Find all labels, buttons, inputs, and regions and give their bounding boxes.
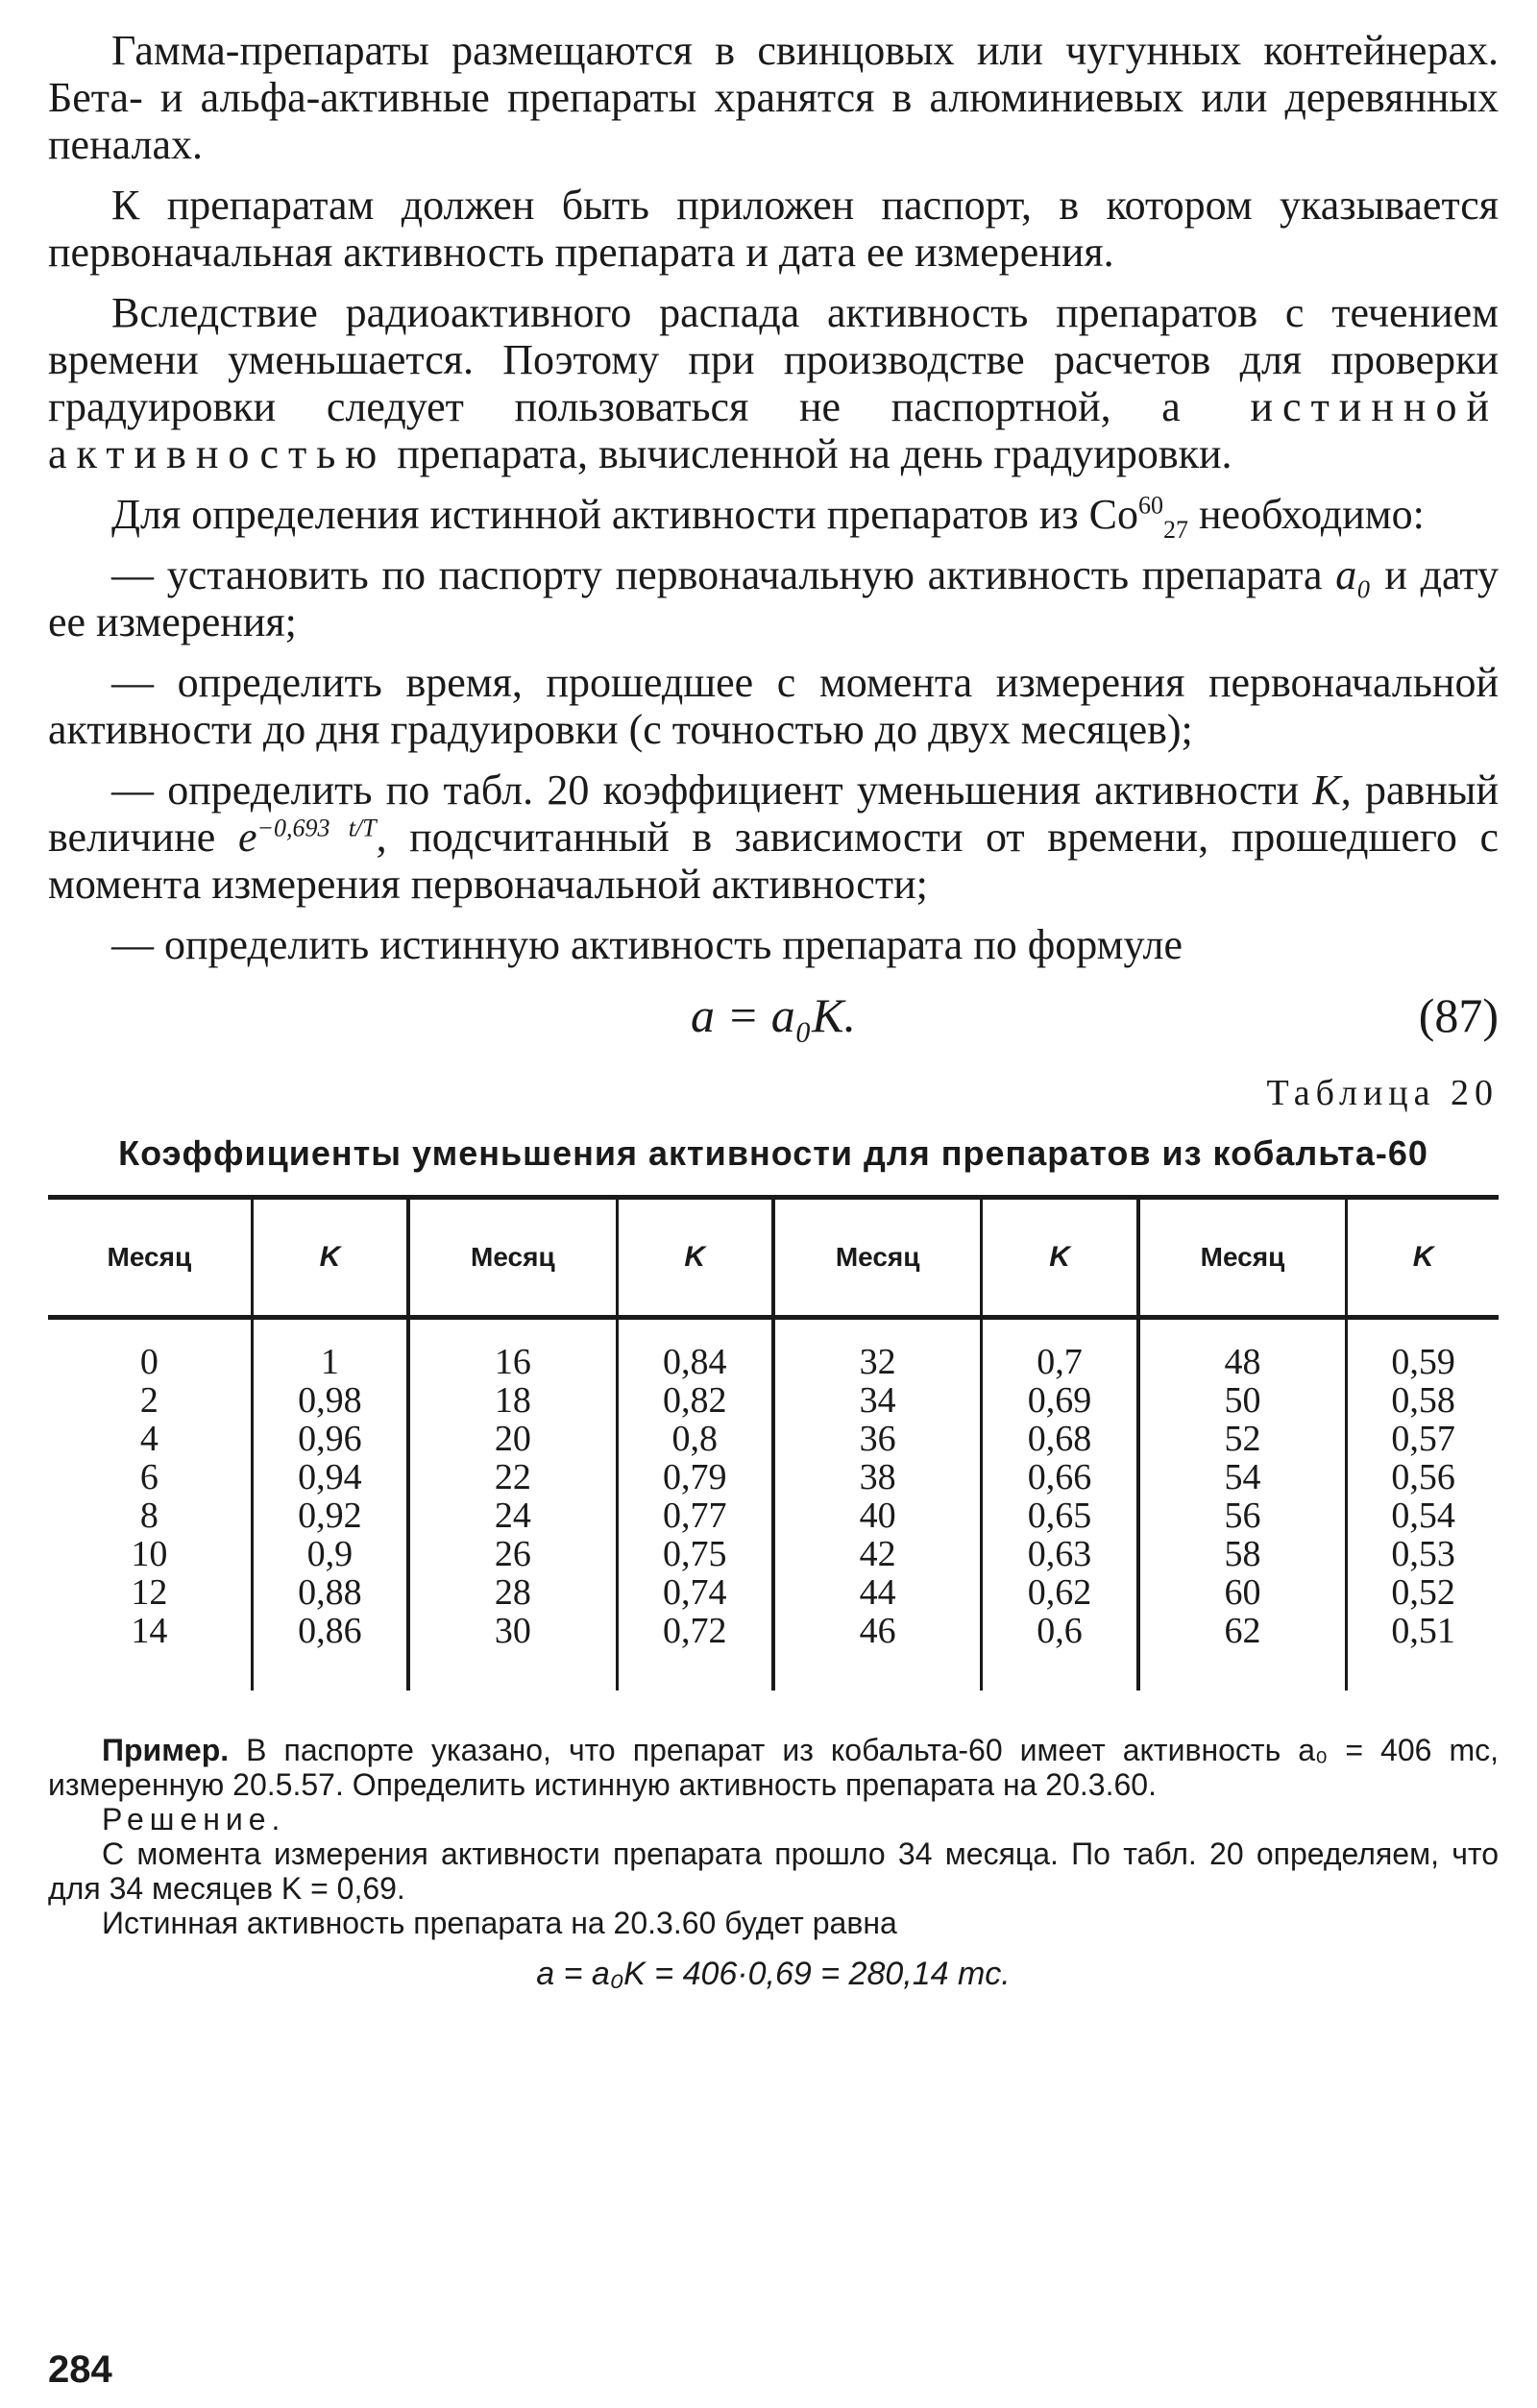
solution-label: Решение.	[102, 1802, 286, 1836]
cell-month: 14	[48, 1612, 252, 1690]
cell-month: 30	[408, 1612, 617, 1690]
table-header-row	[48, 1198, 1499, 1318]
cell-k: 0,63	[982, 1535, 1138, 1573]
cell-month: 36	[773, 1420, 982, 1458]
header-month: Месяц	[408, 1198, 617, 1318]
cell-month: 62	[1138, 1612, 1347, 1690]
cell-k: 0,52	[1391, 1572, 1455, 1613]
bullet-time: — определить время, прошедшее с момента измерения первоначальной активности до дня градуировки (с точностью до двух месяцев);	[48, 659, 1499, 753]
cell-k: 0,56	[1391, 1457, 1455, 1497]
cell-month: 6	[48, 1458, 252, 1496]
bullet1-text-start: — установить по паспорту первоначальную активность препарата	[111, 551, 1323, 598]
cell-month: 4	[48, 1420, 252, 1458]
cell-month: 56	[1138, 1496, 1347, 1535]
cell-k: 0,65	[982, 1496, 1138, 1535]
solution-paragraph: С момента измерения активности препарата прошло 34 месяца. По табл. 20 определяем, что для 34 месяцев K = 0,69.	[48, 1836, 1499, 1906]
text-column	[48, 27, 1499, 1993]
cell-k: 0,84	[617, 1318, 773, 1382]
result-paragraph: Истинная активность препарата на 20.3.60 будет равна	[102, 1906, 897, 1940]
formula-87	[48, 982, 1499, 1049]
cell-month: 42	[773, 1535, 982, 1573]
header-k: K	[982, 1198, 1138, 1318]
cell-k: 0,7	[982, 1318, 1138, 1382]
bullet3-variable: K	[1312, 766, 1341, 814]
decay-text-end: препарата, вычисленной на день градуировки.	[397, 430, 1232, 477]
cell-k: 0,8	[617, 1420, 773, 1458]
cell-month: 2	[48, 1381, 252, 1420]
cell-k: 0,86	[252, 1612, 408, 1690]
cell-month: 46	[773, 1612, 982, 1690]
cell-k: 0,9	[252, 1535, 408, 1573]
header-k: K	[617, 1198, 773, 1318]
cell-month: 20	[408, 1420, 617, 1458]
cell-month: 12	[48, 1573, 252, 1612]
cell-k: 0,6	[982, 1612, 1138, 1690]
cell-month: 0	[48, 1318, 252, 1382]
cell-month: 34	[773, 1381, 982, 1420]
cell-k: 0,59	[1391, 1342, 1455, 1382]
cell-k: 0,53	[1391, 1534, 1455, 1574]
cobalt-text-end: необходимо:	[1199, 491, 1425, 538]
cell-month: 50	[1138, 1381, 1347, 1420]
cell-month: 52	[1138, 1420, 1347, 1458]
formula-87-expression: a = a₀K.	[691, 988, 856, 1042]
cell-month: 28	[408, 1573, 617, 1612]
bullet3-text-end: , подсчитанный в зависимости от времени, прошедшего с момента измерения первоначальной активности;	[48, 814, 1500, 908]
bullet-coefficient	[48, 766, 1499, 908]
cell-k: 0,58	[1391, 1380, 1455, 1421]
bullet-passport	[48, 551, 1499, 645]
cell-k: 0,88	[252, 1573, 408, 1612]
cell-k: 0,92	[252, 1496, 408, 1535]
decay-emphasis: а истинной активностью	[48, 383, 1499, 477]
cell-month: 8	[48, 1496, 252, 1535]
table-row	[48, 1573, 1499, 1612]
cell-k: 0,62	[982, 1573, 1138, 1612]
paragraph-decay	[48, 289, 1499, 477]
example-text: В паспорте указано, что препарат из кобальта-60 имеет активность a₀ = 406 mc, измеренную 20.5.57. Определить истинную активность препарата на 20.3.60.	[48, 1733, 1500, 1802]
solution-heading	[48, 1802, 1499, 1836]
cobalt-atomic-number: 27	[1163, 515, 1188, 544]
cell-k: 0,51	[1391, 1611, 1455, 1651]
cell-month: 40	[773, 1496, 982, 1535]
cell-month: 60	[1138, 1573, 1347, 1612]
table-body	[48, 1318, 1499, 1691]
example-paragraph	[48, 1733, 1499, 1802]
example-block	[48, 1733, 1499, 1993]
cell-month: 32	[773, 1318, 982, 1382]
cell-k: 0,69	[982, 1381, 1138, 1420]
cell-k: 0,94	[252, 1458, 408, 1496]
cell-k: 0,77	[617, 1496, 773, 1535]
cell-k: 0,82	[617, 1381, 773, 1420]
cell-month: 22	[408, 1458, 617, 1496]
bullet3-text-start: — определить по табл. 20 коэффициент уменьшения активности	[111, 766, 1300, 814]
cell-k: 0,68	[982, 1420, 1138, 1458]
table-row	[48, 1318, 1499, 1382]
cell-month: 26	[408, 1535, 617, 1573]
bullet3-text-mid: , равный величине	[48, 766, 1499, 861]
cell-month: 48	[1138, 1318, 1347, 1382]
paragraph-cobalt	[48, 491, 1499, 544]
table-row	[48, 1496, 1499, 1535]
paragraph-containers: Гамма-препараты размещаются в свинцовых или чугунных контейнерах. Бета- и альфа-активные препараты хранятся в алюминиевых или деревянных пеналах.	[48, 27, 1499, 168]
cell-k: 0,79	[617, 1458, 773, 1496]
cell-k: 0,57	[1391, 1419, 1455, 1459]
example-label: Пример.	[102, 1733, 230, 1767]
exponent-base: e	[237, 814, 257, 861]
cell-k: 0,98	[252, 1381, 408, 1420]
cobalt-text-start: Для определения истинной активности препаратов из Co	[111, 491, 1138, 538]
page-number: 284	[48, 2348, 112, 2391]
coefficient-table	[48, 1195, 1499, 1690]
cell-month: 38	[773, 1458, 982, 1496]
table-number: Таблица 20	[1266, 1073, 1499, 1113]
cell-month: 24	[408, 1496, 617, 1535]
paragraph-passport: К препаратам должен быть приложен паспорт, в котором указывается первоначальная активность препарата и дата ее измерения.	[48, 182, 1499, 276]
result-formula: a = a₀K = 406·0,69 = 280,14 mc.	[536, 1956, 1011, 1992]
table-row	[48, 1381, 1499, 1420]
table-title: Коэффициенты уменьшения активности для препаратов из кобальта-60	[118, 1133, 1428, 1173]
cell-k: 1	[252, 1318, 408, 1382]
cell-month: 10	[48, 1535, 252, 1573]
table-row	[48, 1420, 1499, 1458]
header-month: Месяц	[48, 1198, 252, 1318]
cell-k: 0,75	[617, 1535, 773, 1573]
header-k: K	[1347, 1198, 1499, 1318]
cobalt-mass-number: 60	[1138, 491, 1163, 520]
bullet1-variable: a₀	[1335, 551, 1372, 598]
cell-month: 16	[408, 1318, 617, 1382]
cell-k: 0,96	[252, 1420, 408, 1458]
cell-k: 0,74	[617, 1573, 773, 1612]
table-row	[48, 1535, 1499, 1573]
cell-month: 54	[1138, 1458, 1347, 1496]
header-month: Месяц	[1138, 1198, 1347, 1318]
cell-month: 58	[1138, 1535, 1347, 1573]
bullet1-text-end: и дату ее измерения;	[48, 551, 1499, 645]
cell-month: 44	[773, 1573, 982, 1612]
cell-k: 0,66	[982, 1458, 1138, 1496]
decay-text-start: Вследствие радиоактивного распада активность препаратов с течением времени уменьшается. Поэтому при производстве расчетов для проверки градуировки следует пользоваться не паспортной,	[48, 289, 1499, 430]
cell-month: 18	[408, 1381, 617, 1420]
table-row	[48, 1458, 1499, 1496]
cell-k: 0,72	[617, 1612, 773, 1690]
header-k: K	[252, 1198, 408, 1318]
cell-k: 0,54	[1391, 1496, 1455, 1536]
exponent-expression: −0,693 t/T	[256, 814, 377, 842]
formula-87-number: (87)	[1418, 988, 1499, 1042]
header-month: Месяц	[773, 1198, 982, 1318]
bullet-formula: — определить истинную активность препарата по формуле	[111, 921, 1183, 968]
table-row	[48, 1612, 1499, 1690]
